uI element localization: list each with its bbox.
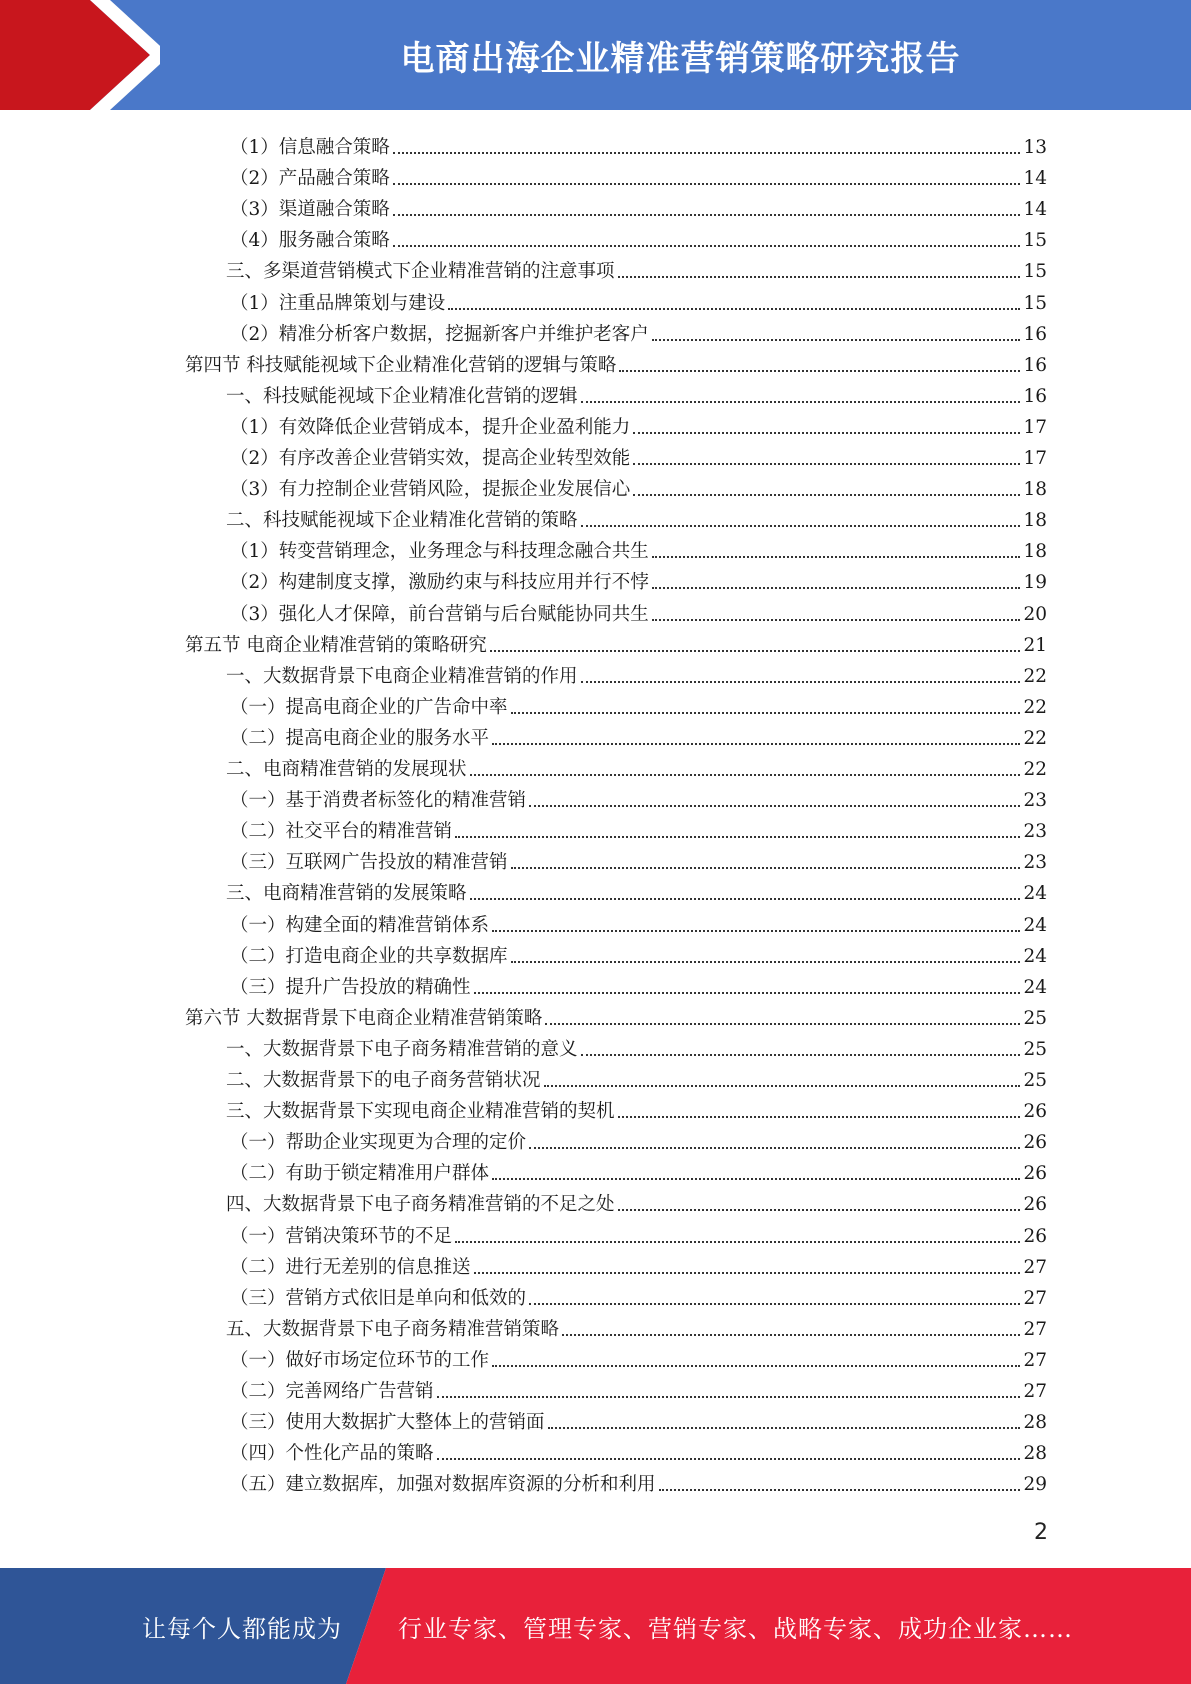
toc-entry-title: 三、电商精准营销的发展策略 [226, 883, 467, 905]
toc-entry-title: 二、大数据背景下的电子商务营销状况 [226, 1070, 541, 1091]
toc-entry[interactable] [230, 128, 1047, 159]
toc-entry-page: 26 [1023, 1194, 1047, 1216]
toc-dot-leader [393, 214, 1021, 216]
toc-dot-leader [455, 1241, 1020, 1243]
toc-entry-title: （1）有效降低企业营销成本，提升企业盈利能力 [230, 416, 631, 438]
page-header [0, 0, 1191, 110]
toc-entry[interactable] [226, 1061, 1047, 1092]
toc-entry-title: （二）打造电商企业的共享数据库 [230, 945, 508, 967]
toc-entry-page: 25 [1023, 1038, 1047, 1060]
toc-entry-page: 14 [1023, 199, 1047, 221]
toc-entry-title: （三）互联网广告投放的精准营销 [230, 852, 508, 874]
toc-entry-page: 25 [1023, 1070, 1047, 1091]
toc-dot-leader [474, 992, 1021, 994]
toc-entry-page: 26 [1023, 1132, 1047, 1154]
toc-dot-leader [618, 1116, 1021, 1118]
toc-entry-page: 13 [1023, 137, 1047, 158]
toc-entry-title: （2）产品融合策略 [230, 168, 390, 190]
toc-entry-title: 二、电商精准营销的发展现状 [226, 759, 467, 780]
toc-dot-leader [652, 619, 1021, 621]
toc-entry-title: （一）构建全面的精准营销体系 [230, 914, 490, 936]
toc-dot-leader [581, 681, 1021, 683]
toc-entry[interactable] [226, 1310, 1047, 1341]
toc-entry[interactable] [230, 968, 1047, 999]
toc-entry[interactable] [230, 1372, 1047, 1403]
toc-dot-leader [581, 1054, 1021, 1056]
toc-entry-page: 25 [1023, 1007, 1047, 1029]
toc-dot-leader [474, 1272, 1021, 1274]
toc-dot-leader [437, 1458, 1021, 1460]
toc-entry-title: （3）强化人才保障，前台营销与后台赋能协同共生 [230, 603, 649, 625]
toc-entry[interactable] [230, 937, 1047, 968]
toc-entry-title: （二）有助于锁定精准用户群体 [230, 1163, 490, 1185]
toc-dot-leader [633, 463, 1020, 465]
toc-dot-leader [548, 1427, 1021, 1429]
toc-entry-page: 17 [1023, 448, 1047, 469]
toc-entry[interactable] [226, 1092, 1047, 1123]
toc-entry[interactable] [185, 346, 1047, 377]
toc-entry[interactable] [230, 812, 1047, 843]
toc-entry[interactable] [226, 252, 1047, 283]
toc-dot-leader [492, 743, 1020, 745]
toc-entry-page: 24 [1023, 945, 1047, 967]
toc-dot-leader [618, 276, 1021, 278]
toc-entry[interactable] [185, 999, 1047, 1030]
toc-entry-page: 16 [1023, 354, 1047, 376]
toc-dot-leader [511, 712, 1021, 714]
toc-entry-title: 第四节 科技赋能视域下企业精准化营销的逻辑与策略 [185, 354, 617, 376]
toc-dot-leader [562, 1334, 1020, 1336]
toc-entry[interactable] [230, 719, 1047, 750]
toc-entry[interactable] [230, 221, 1047, 252]
toc-dot-leader [492, 930, 1020, 932]
toc-dot-leader [544, 1085, 1021, 1087]
toc-entry-title: （三）营销方式依旧是单向和低效的 [230, 1287, 527, 1309]
toc-entry[interactable] [230, 532, 1047, 563]
toc-entry-page: 24 [1023, 914, 1047, 936]
toc-entry-page: 22 [1023, 665, 1047, 687]
toc-dot-leader [619, 370, 1020, 372]
toc-dot-leader [393, 245, 1021, 247]
toc-entry-title: （一）做好市场定位环节的工作 [230, 1349, 490, 1371]
toc-entry-page: 27 [1023, 1256, 1047, 1278]
toc-entry-title: 第六节 大数据背景下电商企业精准营销策略 [185, 1007, 543, 1029]
toc-dot-leader [652, 587, 1021, 589]
toc-entry-title: （1）信息融合策略 [230, 137, 390, 158]
toc-entry-page: 15 [1023, 230, 1047, 252]
toc-entry[interactable] [226, 874, 1047, 905]
toc-entry[interactable] [230, 1123, 1047, 1154]
toc-entry-page: 24 [1023, 883, 1047, 905]
toc-entry[interactable] [226, 1185, 1047, 1216]
toc-entry-title: （1）转变营销理念，业务理念与科技理念融合共生 [230, 541, 649, 563]
toc-dot-leader [393, 152, 1021, 154]
toc-dot-leader [529, 805, 1020, 807]
toc-entry-title: （一）基于消费者标签化的精准营销 [230, 790, 527, 812]
toc-entry[interactable] [230, 906, 1047, 937]
toc-entry[interactable] [230, 1465, 1047, 1496]
footer-slogan-right: 行业专家、管理专家、营销专家、战略专家、成功企业家…… [398, 1614, 1073, 1643]
toc-dot-leader [529, 1303, 1020, 1305]
toc-entry[interactable] [230, 1217, 1047, 1248]
toc-dot-leader [529, 1147, 1020, 1149]
toc-entry-page: 28 [1023, 1412, 1047, 1434]
toc-dot-leader [652, 339, 1021, 341]
toc-entry[interactable] [226, 657, 1047, 688]
toc-entry-title: 二、科技赋能视域下企业精准化营销的策略 [226, 510, 578, 532]
toc-dot-leader [581, 525, 1021, 527]
toc-entry-page: 23 [1023, 790, 1047, 812]
toc-entry[interactable] [230, 1434, 1047, 1465]
toc-entry[interactable] [230, 470, 1047, 501]
toc-entry-title: 一、大数据背景下电子商务精准营销的意义 [226, 1038, 578, 1060]
toc-dot-leader [652, 556, 1021, 558]
toc-entry[interactable] [230, 1279, 1047, 1310]
toc-entry-title: （二）社交平台的精准营销 [230, 821, 453, 843]
toc-entry-title: （2）构建制度支撑，激励约束与科技应用并行不悖 [230, 572, 649, 594]
toc-entry-page: 27 [1023, 1381, 1047, 1402]
toc-entry[interactable] [230, 315, 1047, 346]
document-title: 电商出海企业精准营销策略研究报告 [400, 38, 961, 79]
toc-entry-page: 27 [1023, 1318, 1047, 1340]
toc-dot-leader [633, 494, 1020, 496]
toc-entry-title: （一）帮助企业实现更为合理的定价 [230, 1132, 527, 1154]
toc-entry-title: 三、大数据背景下实现电商企业精准营销的契机 [226, 1101, 615, 1123]
toc-entry-page: 16 [1023, 385, 1047, 407]
toc-entry[interactable] [226, 377, 1047, 408]
toc-dot-leader [511, 961, 1021, 963]
toc-entry-page: 26 [1023, 1163, 1047, 1185]
toc-dot-leader [492, 1365, 1020, 1367]
toc-entry-title: （四）个性化产品的策略 [230, 1443, 434, 1465]
toc-entry-page: 18 [1023, 510, 1047, 532]
toc-entry[interactable] [230, 1248, 1047, 1279]
page-footer [0, 1568, 1191, 1684]
toc-entry-title: （一）营销决策环节的不足 [230, 1225, 453, 1247]
toc-entry-title: 第五节 电商企业精准营销的策略研究 [185, 634, 487, 656]
toc-entry-page: 27 [1023, 1287, 1047, 1309]
toc-entry-title: （三）提升广告投放的精确性 [230, 976, 471, 998]
toc-entry-title: （3）渠道融合策略 [230, 199, 390, 221]
toc-entry[interactable] [230, 190, 1047, 221]
toc-entry-title: （二）完善网络广告营销 [230, 1381, 434, 1402]
toc-entry-page: 19 [1023, 572, 1047, 594]
toc-entry-page: 22 [1023, 696, 1047, 718]
toc-entry-page: 18 [1023, 541, 1047, 563]
toc-entry-page: 20 [1023, 603, 1047, 625]
toc-entry[interactable] [230, 159, 1047, 190]
toc-dot-leader [511, 867, 1021, 869]
toc-entry-title: （2）精准分析客户数据，挖掘新客户并维护老客户 [230, 323, 649, 345]
toc-entry-page: 17 [1023, 416, 1047, 438]
toc-entry-title: 一、大数据背景下电商企业精准营销的作用 [226, 665, 578, 687]
toc-entry[interactable] [230, 439, 1047, 470]
toc-entry-page: 14 [1023, 168, 1047, 190]
toc-entry-title: （2）有序改善企业营销实效，提高企业转型效能 [230, 448, 631, 469]
toc-entry-page: 22 [1023, 727, 1047, 749]
toc-entry[interactable] [230, 781, 1047, 812]
toc-dot-leader [490, 650, 1021, 652]
toc-entry[interactable] [230, 1341, 1047, 1372]
toc-entry[interactable] [226, 1030, 1047, 1061]
toc-entry-page: 15 [1023, 292, 1047, 314]
toc-entry-title: 一、科技赋能视域下企业精准化营销的逻辑 [226, 385, 578, 407]
toc-entry-page: 23 [1023, 821, 1047, 843]
toc-entry-page: 26 [1023, 1101, 1047, 1123]
toc-entry-title: （二）提高电商企业的服务水平 [230, 727, 490, 749]
toc-dot-leader [492, 1178, 1020, 1180]
toc-dot-leader [659, 1489, 1021, 1491]
toc-entry-title: （1）注重品牌策划与建设 [230, 292, 446, 314]
header-arrow-icon [0, 0, 160, 110]
toc-dot-leader [455, 836, 1020, 838]
toc-entry-page: 18 [1023, 479, 1047, 501]
page-number: 2 [1034, 1520, 1048, 1545]
toc-entry[interactable] [230, 688, 1047, 719]
toc-dot-leader [633, 432, 1020, 434]
toc-entry-page: 27 [1023, 1349, 1047, 1371]
toc-dot-leader [393, 183, 1021, 185]
toc-entry-title: （三）使用大数据扩大整体上的营销面 [230, 1412, 545, 1434]
toc-entry-title: 四、大数据背景下电子商务精准营销的不足之处 [226, 1194, 615, 1216]
toc-dot-leader [618, 1209, 1021, 1211]
toc-dot-leader [470, 898, 1021, 900]
toc-dot-leader [437, 1396, 1021, 1398]
toc-entry[interactable] [230, 595, 1047, 626]
toc-entry-page: 29 [1023, 1474, 1047, 1496]
toc-dot-leader [470, 774, 1021, 776]
toc-entry[interactable] [230, 563, 1047, 594]
toc-entry[interactable] [185, 626, 1047, 657]
toc-entry-page: 23 [1023, 852, 1047, 874]
toc-entry[interactable] [230, 1154, 1047, 1185]
toc-entry[interactable] [226, 501, 1047, 532]
toc-entry[interactable] [230, 1403, 1047, 1434]
toc-entry-page: 28 [1023, 1443, 1047, 1465]
toc-entry[interactable] [230, 284, 1047, 315]
footer-slogan-left: 让每个人都能成为 [142, 1614, 342, 1643]
toc-entry-page: 26 [1023, 1225, 1047, 1247]
toc-entry-title: （二）进行无差别的信息推送 [230, 1256, 471, 1278]
toc-entry-title: （五）建立数据库，加强对数据库资源的分析和利用 [230, 1474, 656, 1496]
toc-entry-page: 21 [1023, 634, 1047, 656]
toc-entry-page: 24 [1023, 976, 1047, 998]
toc-entry-page: 16 [1023, 323, 1047, 345]
toc-dot-leader [448, 308, 1020, 310]
toc-entry[interactable] [226, 750, 1047, 781]
toc-entry-title: 三、多渠道营销模式下企业精准营销的注意事项 [226, 261, 615, 283]
toc-entry[interactable] [230, 843, 1047, 874]
toc-entry-title: （3）有力控制企业营销风险，提振企业发展信心 [230, 479, 631, 501]
toc-dot-leader [545, 1023, 1020, 1025]
toc-entry-page: 15 [1023, 261, 1047, 283]
toc-entry-title: 五、大数据背景下电子商务精准营销策略 [226, 1318, 560, 1340]
toc-dot-leader [581, 401, 1021, 403]
toc-entry-page: 22 [1023, 759, 1047, 780]
toc-entry[interactable] [230, 408, 1047, 439]
toc-entry-title: （4）服务融合策略 [230, 230, 390, 252]
toc-entry-title: （一）提高电商企业的广告命中率 [230, 696, 508, 718]
